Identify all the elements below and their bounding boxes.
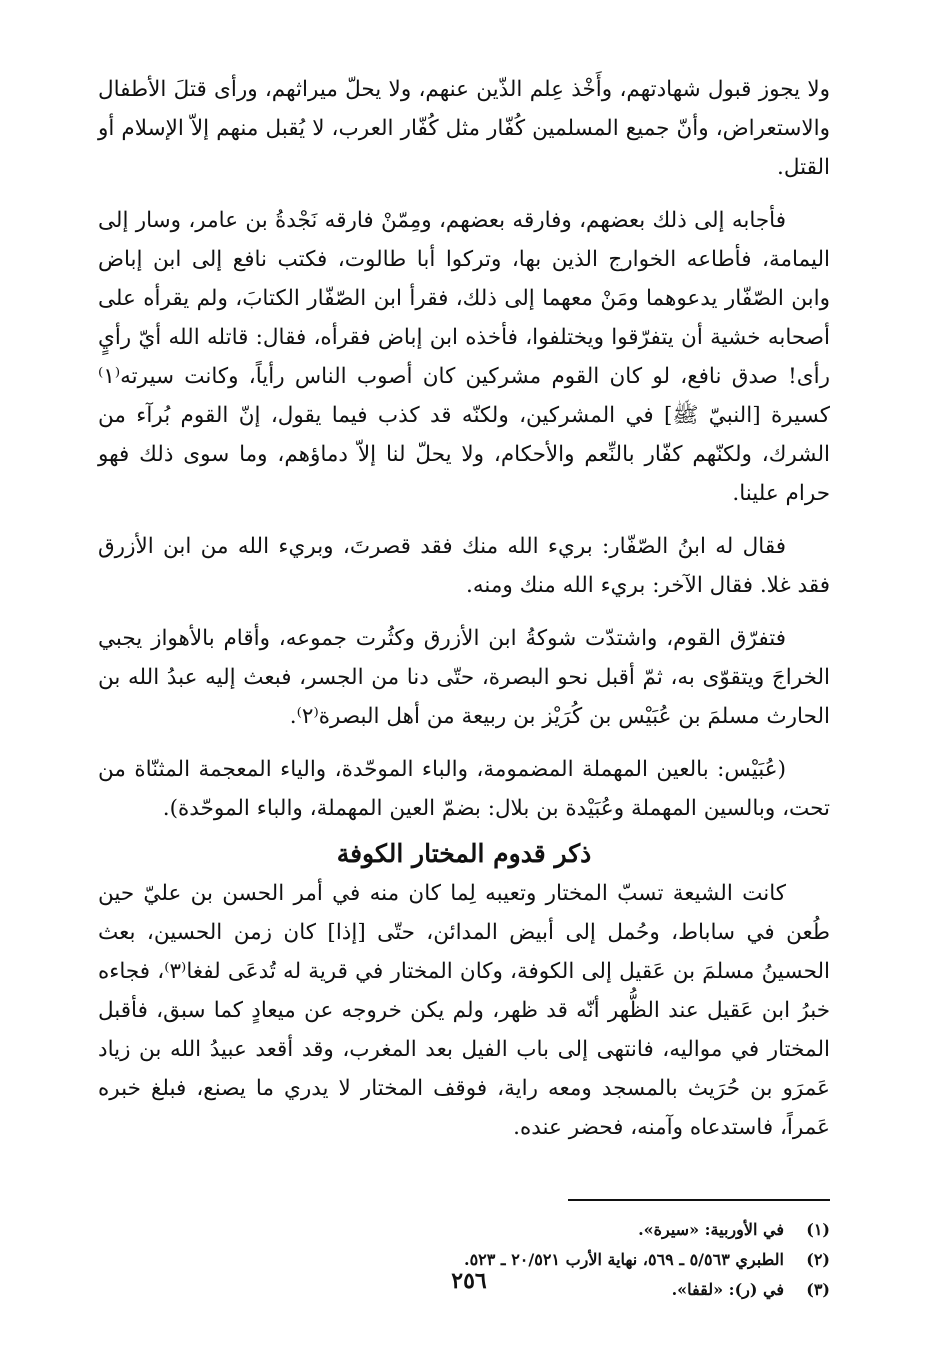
paragraph-3: فقال له ابنُ الصّفّار: بريء الله منك فقد قصرتَ، وبريء الله من ابن الأزرق فقد غلا. فقال الآخر: بريء الله منك ومنه. [98, 534, 830, 598]
footnote-number: (١) [806, 1220, 830, 1239]
paragraph-2: فأجابه إلى ذلك بعضهم، وفارقه بعضهم، ومِمّنْ فارقه نَجْدةُ بن عامر، وسار إلى اليمامة، فأطاعه الخوارج الذين بها، وتركوا أبا طالوت، فكتب نافع إلى ابن إباض وابن الصّفّار يدعوهما ومَنْ معهما إلى ذلك، فقرأ ابن الصّفّار الكتابَ، ولم يقرأه على أصحابه خشية أن يتفرّقوا ويختلفوا، فأخذه ابن إباض فقرأه، فقال: قاتله الله أيّ رأيٍ رأى! صدق نافع، لو كان القوم مشركين كان أصوب الناس رأياً، وكانت سيرته⁽١⁾ كسيرة [النبيّ ﷺ] في المشركين، ولكنّه قد كذب فيما يقول، إنّ القوم بُرآء من الشرك، ولكنّهم كفّار بالنِّعم والأحكام، ولا يحلّ لنا إلاّ دماؤهم، وما سوى ذلك فهو حرام علينا. [98, 208, 830, 506]
footnote-text: الطبري ٥/٥٦٣ ـ ٥٦٩، نهاية الأرب ٢٠/٥٢١ ـ ٥٢٣. [464, 1250, 784, 1269]
paragraph-4: فتفرّق القوم، واشتدّت شوكةُ ابن الأزرق وكثُرت جموعه، وأقام بالأهواز يجبي الخراجَ ويتقوّى به، ثمّ أقبل نحو البصرة، حتّى دنا من الجسر، فبعث إليه عبدُ الله بن الحارث مسلمَ بن عُبَيْس بن كُرَيْز بن ربيعة من أهل البصرة⁽٢⁾. [98, 626, 830, 729]
footnote-1 [98, 1215, 830, 1245]
section-heading: ذكر قدوم المختار الكوفة [336, 839, 592, 868]
footnote-text: في الأوربية: «سيرة». [638, 1220, 784, 1239]
footnote-divider [568, 1199, 830, 1201]
paragraph-5: (عُبَيْس: بالعين المهملة المضمومة، والباء الموحّدة، والياء المعجمة المثنّاة من تحت، وبالسين المهملة وعُبَيْدة بن بلال: بضمّ العين المهملة، والباء الموحّدة). [98, 757, 830, 821]
footnote-number: (٣) [806, 1280, 830, 1299]
paragraph-1: ولا يجوز قبول شهادتهم، وأَخْذ عِلم الذّين عنهم، ولا يحلّ ميراثهم، ورأى قتلَ الأطفال والاستعراض، وأنّ جميع المسلمين كُفّار مثل كُفّار العرب، لا يُقبل منهم إلاّ الإسلام أو القتل. [98, 77, 830, 180]
page-number: ٢٥٦ [451, 1268, 487, 1294]
footnote-text: في (ر): «لقفا». [671, 1280, 784, 1299]
section-paragraph: كانت الشيعة تسبّ المختار وتعيبه لِما كان منه في أمر الحسن بن عليّ حين طُعن في ساباط، وحُمل إلى أبيض المدائن، حتّى [إذا] كان زمن الحسين، بعث الحسينُ مسلمَ بن عَقيل إلى الكوفة، وكان المختار في قرية له تُدعَى لفغا⁽٣⁾، فجاءه خبرُ ابن عَقيل عند الظُّهر أنّه قد ظهر، ولم يكن خروجه عن ميعادٍ كما سبق، فأقبل المختار في مواليه، فانتهى إلى باب الفيل بعد المغرب، وقد أقعد عبيدُ الله بن زياد عَمرَو بن حُرَيث بالمسجد ومعه راية، فوقف المختار لا يدري ما يصنع، فبلغ خبره عَمراً، فاستدعاه وآمنه، فحضر عنده. [98, 881, 831, 1140]
footnote-number: (٢) [806, 1250, 830, 1269]
